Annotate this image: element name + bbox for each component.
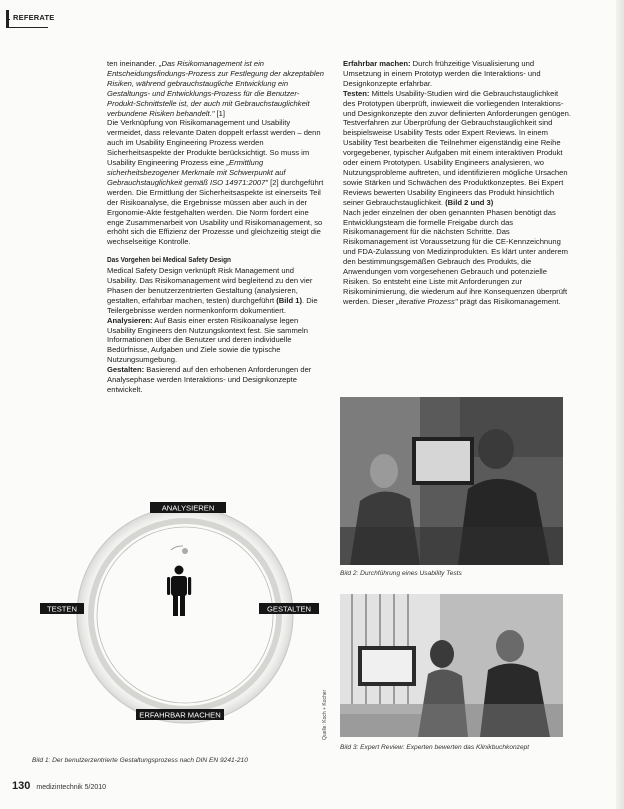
photo-expert-review: [340, 594, 563, 737]
page-edge-shadow: [616, 0, 624, 809]
phase-label-erfahrbar-machen: [136, 709, 224, 720]
paragraph: Die Verknüpfung von Risikomanagement und Usability vermeidet, dass relevante Daten doppelt erfasst werden – denn auch im Usability Engineering Prozess werden Sicherheitsaspekte der Produkte berücksichtigt. So muss im Usability Engineering Prozess eine „Ermittlung sicherheitsbezogener Merkmale mit Schwerpunkt auf Gebrauchstauglichkeit gemäß ISO 14971:2007" [2] durchgeführt werden. Die Ermittlung der Sicherheitsaspekte ist einerseits Teil der Risikoanalyse, die Ergebnisse müssen aber auch in der Ergonomie-Akte festgehalten werden. Die Norm fordert eine enge Zusammenarbeit von Usability und Risikomanagement, so erhöht sich die Effizienz der Prozesse und gleichzeitig steigt die wechselseitige Kontrolle.: [107, 118, 324, 247]
photo-usability-test: [340, 397, 563, 565]
paragraph: Gestalten: Basierend auf den erhobenen Anforderungen der Analysephase werden Interaktions- und Designkonzepte entwickelt.: [107, 365, 312, 394]
paragraph: ten ineinander. „Das Risikomanagement ist ein Entscheidungsfindungs-Prozess zur Festlegung der akzeptablen Risiken, während gebrauchstaugliche Entwicklung ein Gestaltungs- und Entwicklungs-Prozess für die Benutzer-Produkt-Schnittstelle ist, der auch mit Gebrauchstauglichkeit verbundene Risiken behandelt." [1]: [107, 59, 324, 118]
paragraph: Medical Safety Design verknüpft Risk Management und Usability. Das Risikomanagement wird begleitend zu den vier Phasen der benutzerzentrierten Gestaltung (analysieren, gestalten, erfahrbar machen, testen) durchgeführt (Bild 1). Die Teilergebnisse werden normenkonform dokumentiert.: [107, 266, 318, 315]
magazine-issue: medizintechnik 5/2010: [36, 784, 107, 791]
section-tag: REFERATE: [6, 10, 48, 28]
dot-icon: [182, 548, 188, 554]
paragraph: Nach jeder einzelnen der oben genannten Phasen benötigt das Entwicklungsteam die formelle Freigabe durch das Risikomanagement für die nächsten Schritte. Das Risikomanagement ist Voraussetzung für die CE-Kennzeichnung und FDA-Zulassung von Medizinprodukten. Es klärt unter anderem den bestimmungsgemäßen Gebrauch des Produkts, die Anwendungen vom vorgesehenen Gebrauch und potenzielle Risiken. So entsteht eine Liste mit Anforderungen zur Risikominimierung, die wiederum auf ihre Konsequenzen überprüft werden. Dieser „iterative Prozess" prägt das Risikomanagement.: [343, 207, 568, 306]
process-cycle-graphic: [33, 498, 333, 752]
page-footer: [12, 780, 106, 792]
paragraph: Testen: Mittels Usability-Studien wird die Gebrauchstauglichkeit des Prototypen überprüft, inwieweit die vorliegenden Interaktions- und Designkonzepte den zuvor definierten Anforderungen genügen.: [343, 88, 571, 118]
paragraph: Analysieren: Auf Basis einer ersten Risikoanalyse legen Usability Engineers den Nutzungskontext fest. Sie sammeln Informationen über die Benutzer und deren individuelle Bedürfnisse, Aufgaben und Ziele sowie die typische Nutzungsumgebung.: [107, 315, 308, 365]
process-diagram: [33, 498, 333, 752]
caption-bild2: Bild 2: Durchführung eines Usability Tests: [340, 570, 462, 577]
svg-text:ERFAHRBAR MACHEN: ERFAHRBAR MACHEN: [139, 710, 221, 720]
expert-review-photo: [340, 594, 563, 737]
diagram-credit: Quelle: Koch + Kocher: [322, 689, 328, 740]
svg-text:TESTEN: TESTEN: [47, 604, 77, 614]
section-heading: Das Vorgehen bei Medical Safety Design: [107, 255, 231, 265]
page-number: 130: [12, 780, 31, 792]
phase-label-gestalten: [259, 603, 319, 614]
phase-label-testen: [40, 603, 84, 614]
caption-bild3: Bild 3: Expert Review: Experten bewerten das Klinikbuchkonzept: [340, 744, 530, 751]
svg-text:ANALYSIEREN: ANALYSIEREN: [161, 503, 215, 513]
caption-bild1: Bild 1: Der benutzerzentrierte Gestaltungsprozess nach DIN EN 9241-210: [32, 757, 248, 764]
article-column-right: [343, 59, 571, 307]
svg-text:GESTALTEN: GESTALTEN: [266, 604, 312, 614]
article-column-left: [107, 59, 325, 395]
paragraph: Erfahrbar machen: Durch frühzeitige Visualisierung und Umsetzung in einem Prototyp werden die Interaktions- und Designkonzepte erfahrbar.: [343, 59, 541, 88]
paragraph: Testverfahren zur Überprüfung der Gebrauchstauglichkeit sind beispielsweise Usability Tests oder Expert Reviews. In einem Usability Test bearbeiten die Teilnehmer eigenständig eine Reihe vorgegebener, typischer Aufgaben mit einem interaktiven Produkt oder einem Prototypen. Usability Engineers analysieren, wo Nutzungsprobleme auftreten, und identifizieren mögliche Ursachen sowie Stärken und Schwächen des Produktkonzeptes. Bei Expert Reviews bewerten Usability Engineers das Produkt hinsichtlich seiner Gebrauchstauglichkeit. (Bild 2 und 3): [343, 118, 568, 207]
usability-test-photo: [340, 397, 563, 565]
phase-label-analysieren: [150, 502, 226, 513]
